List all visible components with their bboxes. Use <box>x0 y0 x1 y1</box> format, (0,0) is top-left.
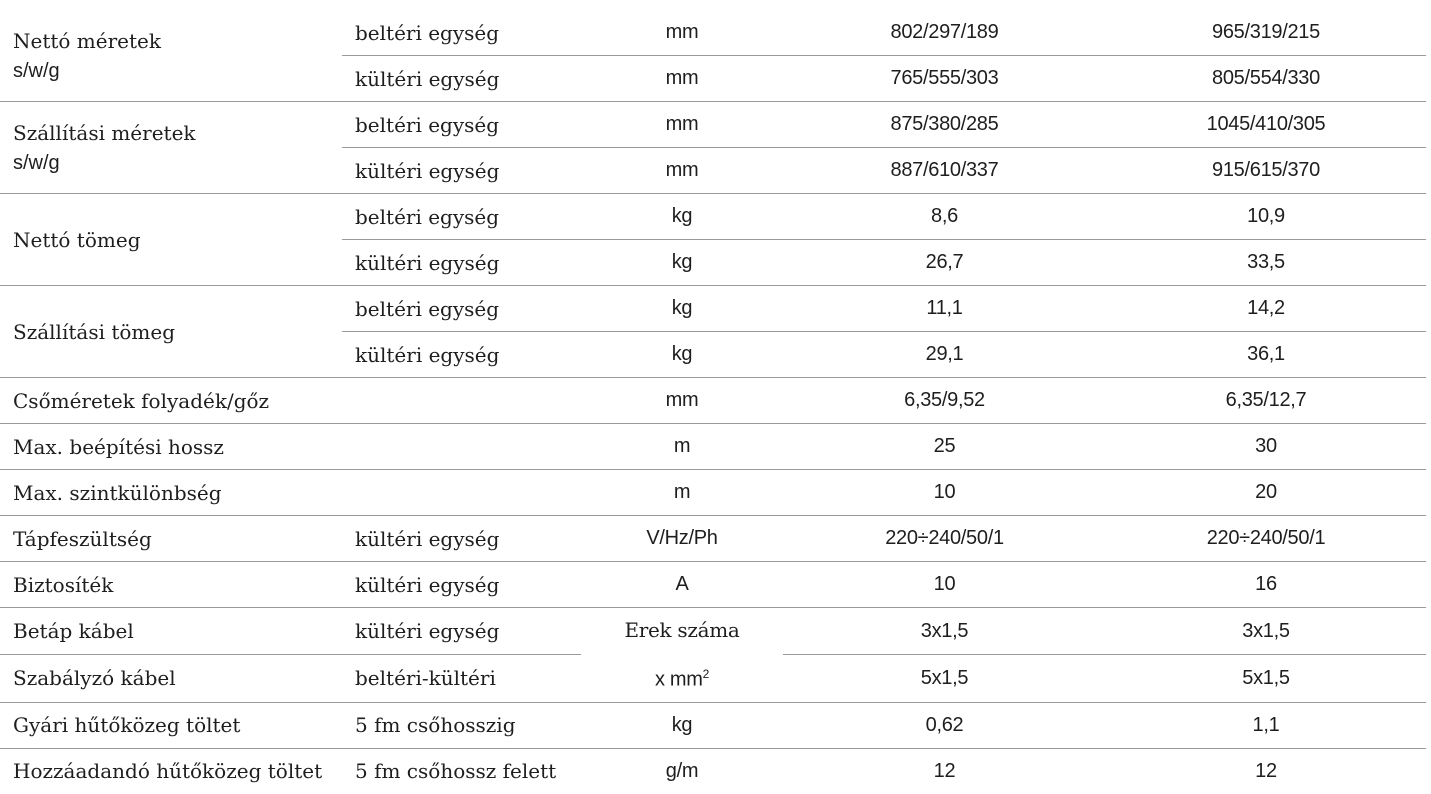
row-unit: mm <box>581 56 783 102</box>
row-label: Betáp kábel <box>0 608 342 655</box>
value-model-1: 26,7 <box>783 240 1106 286</box>
value-model-2: 1,1 <box>1106 702 1426 748</box>
row-unit: kg <box>581 332 783 378</box>
value-model-2: 14,2 <box>1106 286 1426 332</box>
row-label-line2: s/w/g <box>13 59 60 82</box>
value-model-2: 33,5 <box>1106 240 1426 286</box>
value-model-2: 6,35/12,7 <box>1106 378 1426 424</box>
value-model-1: 29,1 <box>783 332 1106 378</box>
row-sublabel: beltéri egység <box>342 10 581 56</box>
value-model-2: 30 <box>1106 424 1426 470</box>
unit-line2: x $mm^2$ <box>654 667 710 691</box>
row-unit: m <box>581 470 783 516</box>
table-row <box>0 562 1426 608</box>
row-label: Biztosíték <box>0 562 342 608</box>
value-model-1: 10 <box>783 562 1106 608</box>
row-label-line2: s/w/g <box>13 151 60 174</box>
row-sublabel: kültéri egység <box>342 240 581 286</box>
row-unit: mm <box>581 378 783 424</box>
value-model-2: 5x1,5 <box>1106 655 1426 702</box>
row-label-line1: Nettó méretek <box>13 28 161 53</box>
value-model-2: 16 <box>1106 562 1426 608</box>
value-model-2: 3x1,5 <box>1106 608 1426 655</box>
row-unit: kg <box>581 702 783 748</box>
table-row <box>0 748 1426 794</box>
value-model-1: 11,1 <box>783 286 1106 332</box>
row-label: Tápfeszültség <box>0 516 342 562</box>
value-model-2: 20 <box>1106 470 1426 516</box>
row-label: Csőméretek folyadék/gőz <box>0 378 342 424</box>
value-model-1: 3x1,5 <box>783 608 1106 655</box>
value-model-1: 8,6 <box>783 194 1106 240</box>
table-row <box>0 516 1426 562</box>
row-unit: g/m <box>665 759 699 782</box>
value-model-1: 875/380/285 <box>783 102 1106 148</box>
row-label: Max. szintkülönbség <box>0 470 342 516</box>
row-label <box>0 10 342 102</box>
value-model-1: 6,35/9,52 <box>783 378 1106 424</box>
row-sublabel: kültéri egység <box>342 56 581 102</box>
value-model-1: 5x1,5 <box>783 655 1106 702</box>
row-unit: m <box>581 424 783 470</box>
value-model-1: 887/610/337 <box>783 148 1106 194</box>
value-model-1: 10 <box>783 470 1106 516</box>
row-label <box>0 102 342 194</box>
table-row <box>0 10 1426 56</box>
row-unit: kg <box>581 194 783 240</box>
value-model-2: 965/319/215 <box>1106 10 1426 56</box>
unit-line1: Erek száma <box>624 618 740 642</box>
row-label: Szabályzó kábel <box>0 655 342 702</box>
row-label: Nettó tömeg <box>0 194 342 286</box>
row-sublabel: beltéri egység <box>342 194 581 240</box>
row-sublabel: kültéri egység <box>342 516 581 562</box>
row-label: Hozzáadandó hűtőközeg töltet <box>13 759 323 784</box>
value-model-1: 0,62 <box>783 702 1106 748</box>
row-label: Max. beépítési hossz <box>0 424 342 470</box>
table-row <box>0 194 1426 240</box>
row-sublabel: kültéri egység <box>342 332 581 378</box>
table-row <box>0 470 1426 516</box>
unit-superscript: 2 <box>702 667 710 681</box>
value-model-1: 765/555/303 <box>783 56 1106 102</box>
row-unit-cable <box>581 608 783 703</box>
row-label-line1: Szállítási méretek <box>13 120 196 145</box>
value-model-1: 802/297/189 <box>783 10 1106 56</box>
table-row <box>0 424 1426 470</box>
value-model-1: 220÷240/50/1 <box>783 516 1106 562</box>
table-row <box>0 102 1426 148</box>
row-sublabel <box>342 424 581 470</box>
row-sublabel: beltéri egység <box>342 102 581 148</box>
row-sublabel: kültéri egység <box>342 148 581 194</box>
row-unit: A <box>581 562 783 608</box>
row-label: Szállítási tömeg <box>0 286 342 378</box>
row-unit: mm <box>581 10 783 56</box>
table-row <box>0 702 1426 748</box>
row-unit: kg <box>581 240 783 286</box>
row-sublabel: beltéri egység <box>342 286 581 332</box>
row-sublabel <box>342 470 581 516</box>
row-sublabel <box>342 378 581 424</box>
value-model-2: 12 <box>1255 759 1277 782</box>
row-unit: V/Hz/Ph <box>581 516 783 562</box>
row-sublabel: kültéri egység <box>342 608 581 655</box>
row-unit: mm <box>581 102 783 148</box>
row-sublabel: 5 fm csőhossz felett <box>355 759 557 784</box>
row-unit: kg <box>581 286 783 332</box>
value-model-2: 805/554/330 <box>1106 56 1426 102</box>
value-model-2: 1045/410/305 <box>1106 102 1426 148</box>
spec-table <box>0 10 1426 794</box>
row-sublabel: beltéri-kültéri <box>342 655 581 702</box>
row-sublabel: kültéri egység <box>342 562 581 608</box>
value-model-2: 915/615/370 <box>1106 148 1426 194</box>
value-model-1: 12 <box>933 759 956 782</box>
table-row <box>0 286 1426 332</box>
table-row <box>0 378 1426 424</box>
row-label: Gyári hűtőközeg töltet <box>0 702 342 748</box>
row-sublabel: 5 fm csőhosszig <box>342 702 581 748</box>
value-model-2: 220÷240/50/1 <box>1106 516 1426 562</box>
value-model-2: 36,1 <box>1106 332 1426 378</box>
value-model-2: 10,9 <box>1106 194 1426 240</box>
value-model-1: 25 <box>783 424 1106 470</box>
table-row <box>0 608 1426 655</box>
row-unit: mm <box>581 148 783 194</box>
